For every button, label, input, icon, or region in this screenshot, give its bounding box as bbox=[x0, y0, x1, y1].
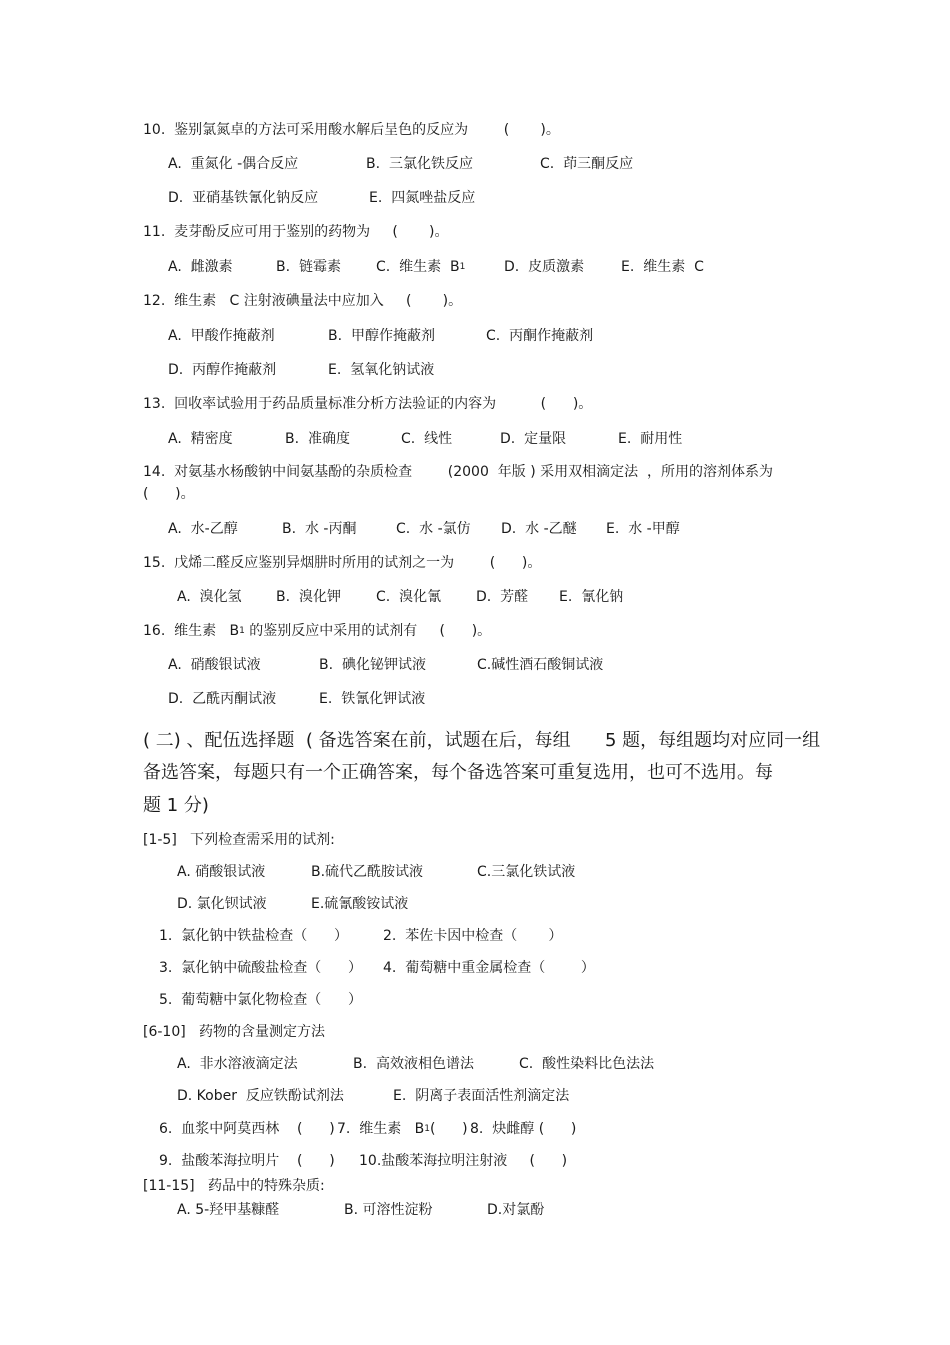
question-14-stem: 14. 对氨基水杨酸钠中间氨基酚的杂质检查 (2000 年版 ) 采用双相滴定法 ，所用的溶剂体系为 bbox=[143, 464, 774, 480]
option-c-text: C. 维生素 B bbox=[376, 259, 460, 275]
option-e: E. 耐用性 bbox=[618, 431, 683, 447]
option-e: E. 氢氧化钠试液 bbox=[328, 362, 435, 378]
option-a: A. 雌激素 bbox=[168, 259, 233, 275]
question-14-stem-continued: ( )。 bbox=[143, 486, 195, 502]
section-heading-line2: 备选答案，每题只有一个正确答案，每个备选答案可重复选用，也可不选用。每 bbox=[143, 762, 773, 783]
stem-pre: 16. 维生素 B bbox=[143, 623, 240, 639]
option-e: E. 氰化钠 bbox=[559, 589, 624, 605]
option-b: B. 甲醇作掩蔽剂 bbox=[328, 328, 435, 344]
item-7-pre: 7. 维生素 B bbox=[337, 1121, 425, 1137]
option-c: C. 酸性染料比色法法 bbox=[519, 1056, 655, 1072]
item-5: 5. 葡萄糖中氯化物检查（ ） bbox=[159, 992, 362, 1008]
option-b: B. 准确度 bbox=[285, 431, 350, 447]
item-6: 6. 血浆中阿莫西林 ( ) bbox=[159, 1121, 335, 1137]
option-e: E. 铁氰化钾试液 bbox=[319, 691, 426, 707]
option-c bbox=[376, 258, 465, 278]
item-3: 3. 氯化钠中硫酸盐检查（ ） bbox=[159, 960, 362, 976]
item-1: 1. 氯化钠中铁盐检查（ ） bbox=[159, 928, 348, 944]
option-a: A. 重氮化 -偶合反应 bbox=[168, 156, 299, 172]
option-e: E.硫氰酸铵试液 bbox=[311, 896, 409, 912]
question-10-stem: 10. 鉴别氯氮卓的方法可采用酸水解后呈色的反应为 ( )。 bbox=[143, 122, 560, 138]
group-11-15-title: [11-15] 药品中的特殊杂质: bbox=[143, 1178, 325, 1194]
option-a: A. 硝酸银试液 bbox=[177, 864, 266, 880]
option-d: D. 皮质激素 bbox=[504, 259, 585, 275]
option-b: B. 水 -丙酮 bbox=[282, 521, 357, 537]
option-b: B.硫代乙酰胺试液 bbox=[311, 864, 424, 880]
item-10: 10.盐酸苯海拉明注射液 ( ) bbox=[359, 1153, 568, 1169]
section-heading-line3: 题 1 分) bbox=[143, 795, 209, 816]
option-a: A. 非水溶液滴定法 bbox=[177, 1056, 298, 1072]
option-c: C. 茚三酮反应 bbox=[540, 156, 634, 172]
option-d: D. 定量限 bbox=[500, 431, 567, 447]
option-d: D. 乙酰丙酮试液 bbox=[168, 691, 277, 707]
question-13-stem: 13. 回收率试验用于药品质量标准分析方法验证的内容为 ( )。 bbox=[143, 396, 593, 412]
option-c: C. 丙酮作掩蔽剂 bbox=[486, 328, 594, 344]
option-a: A. 硝酸银试液 bbox=[168, 657, 261, 673]
option-b: B. 碘化铋钾试液 bbox=[319, 657, 426, 673]
option-c: C.碱性酒石酸铜试液 bbox=[477, 657, 604, 673]
option-b: B. 溴化钾 bbox=[276, 589, 341, 605]
item-7-post: ( ) bbox=[429, 1121, 468, 1137]
option-c: C. 水 -氯仿 bbox=[396, 521, 471, 537]
option-e: E. 水 -甲醇 bbox=[606, 521, 680, 537]
option-d: D. 芳醛 bbox=[476, 589, 529, 605]
option-d: D. 丙醇作掩蔽剂 bbox=[168, 362, 277, 378]
option-a: A. 溴化氢 bbox=[177, 589, 242, 605]
question-11-stem: 11. 麦芽酚反应可用于鉴别的药物为 ( )。 bbox=[143, 224, 449, 240]
group-11-15-options bbox=[177, 1201, 877, 1273]
option-d: D. 水 -乙醚 bbox=[501, 521, 577, 537]
item-7 bbox=[337, 1120, 468, 1140]
option-c: C. 溴化氰 bbox=[376, 589, 442, 605]
subscript: 1 bbox=[424, 1124, 430, 1134]
option-d: D. Kober 反应铁酚试剂法 bbox=[177, 1088, 344, 1104]
option-b: B. 三氯化铁反应 bbox=[366, 156, 473, 172]
subscript: 1 bbox=[459, 262, 466, 272]
option-c: C.三氯化铁试液 bbox=[477, 864, 576, 880]
group-1-5-title: [1-5] 下列检查需采用的试剂: bbox=[143, 832, 335, 848]
option-a: A. 水-乙醇 bbox=[168, 521, 238, 537]
option-e: E. 维生素 C bbox=[621, 259, 704, 275]
question-15-stem: 15. 戊烯二醛反应鉴别异烟肼时所用的试剂之一为 ( )。 bbox=[143, 555, 542, 571]
option-a: A. 甲酸作掩蔽剂 bbox=[168, 328, 275, 344]
subscript: 1 bbox=[239, 626, 245, 636]
section-heading-line1: ( 二) 、配伍选择题 ( 备选答案在前，试题在后，每组 5 题，每组题均对应同一组 bbox=[143, 730, 821, 751]
option-d: D. 亚硝基铁氰化钠反应 bbox=[168, 190, 319, 206]
question-12-stem: 12. 维生素 C 注射液碘量法中应加入 ( )。 bbox=[143, 293, 463, 309]
option-b: B. 链霉素 bbox=[276, 259, 341, 275]
item-2: 2. 苯佐卡因中检查（ ） bbox=[383, 928, 563, 944]
option-e: E. 四氮唑盐反应 bbox=[369, 190, 476, 206]
item-4: 4. 葡萄糖中重金属检查（ ） bbox=[383, 960, 595, 976]
question-16-stem bbox=[143, 622, 491, 642]
group-6-10-title: [6-10] 药物的含量测定方法 bbox=[143, 1024, 326, 1040]
option-a: A. 精密度 bbox=[168, 431, 233, 447]
item-9: 9. 盐酸苯海拉明片 ( ) bbox=[159, 1153, 335, 1169]
option-b: B. 高效液相色谱法 bbox=[353, 1056, 474, 1072]
option-a: A. 5-羟甲基糠醛 bbox=[177, 1202, 280, 1218]
stem-post: 的鉴别反应中采用的试剂有 ( )。 bbox=[244, 623, 492, 639]
item-8: 8. 炔雌醇 ( ) bbox=[470, 1121, 577, 1137]
option-b: B. 可溶性淀粉 bbox=[344, 1202, 433, 1218]
option-e: E. 阴离子表面活性剂滴定法 bbox=[393, 1088, 570, 1104]
option-d: D. 氯化钡试液 bbox=[177, 896, 267, 912]
option-c: C. 线性 bbox=[401, 431, 453, 447]
option-d: D.对氯酚 bbox=[487, 1202, 545, 1218]
